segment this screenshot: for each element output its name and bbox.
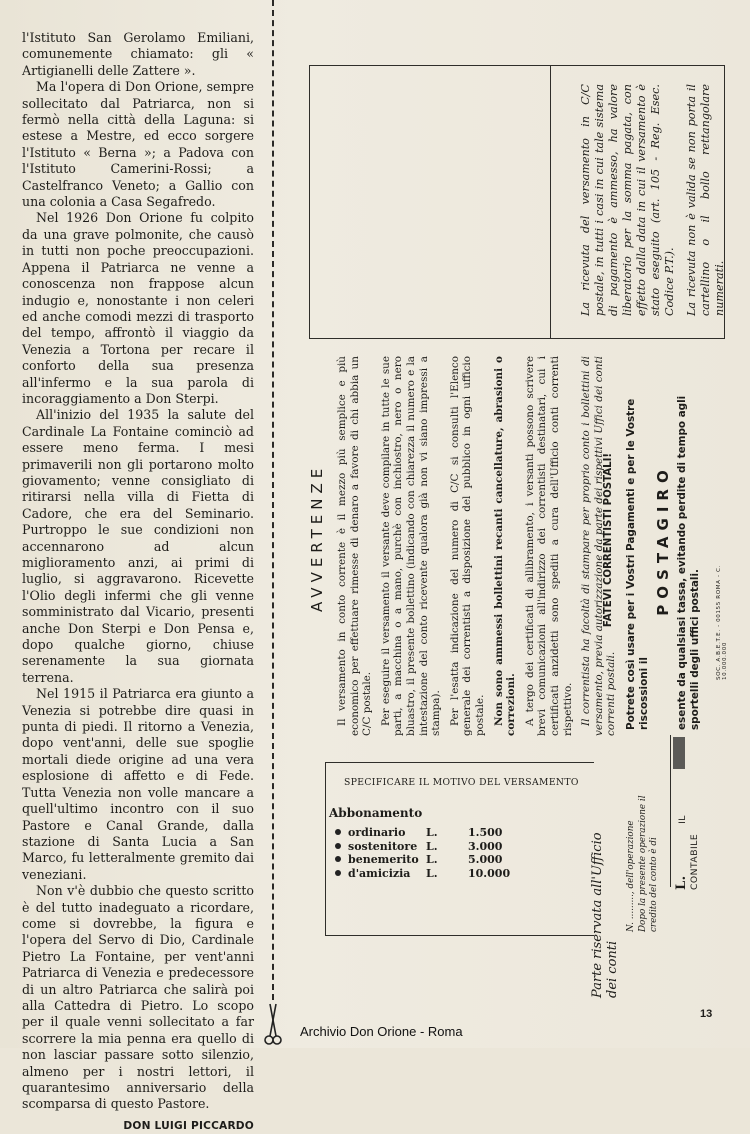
- receipt-note: La ricevuta del versamento in C/C postale, in tutti i casi in cui tale sistema di pagamento è ammesso, ha valore liberatorio per la somma pagata, con effetto dalla data in cui il versamento è stato eseguito (art. 105 - Reg. Esec. Codice P.T.).: [579, 84, 676, 316]
- option-name: ordinario: [348, 826, 406, 839]
- avvertenze-body: [336, 356, 624, 736]
- stamp-mark: [673, 737, 685, 769]
- contabile-label: IL CONTABILE: [677, 815, 700, 890]
- postagiro-title: POSTAGIRO: [654, 464, 672, 616]
- article-paragraph: Nel 1915 il Patriarca era giunto a Venezia si potrebbe dire quasi in punta di piedi. Il ritorno a Venezia, dopo vent'anni, delle sue spoglie mortali diede origine ad una vera esplosione di affetto e di Fede. Tutta Venezia non volle mancare a quell'ultimo incontro con il suo Pastore e Canal Grande, dalla stazione di Santa Lucia a San Marco, fu letteralmente gremito dai veneziani.: [22, 686, 254, 882]
- author-signature: DON LUIGI PICCARDO: [123, 1119, 254, 1132]
- abbonamento-option[interactable]: [338, 826, 508, 840]
- stamp-divider: [670, 735, 671, 887]
- postagiro-text: esente da qualsiasi tassa, evitando perdite di tempo agli sportelli degli uffici postali.: [676, 395, 701, 730]
- option-name: benemerito: [348, 853, 419, 866]
- abbonamento-label: Abbonamento: [329, 806, 423, 820]
- option-name: sostenitore: [348, 839, 418, 853]
- avvertenza-item: Non sono ammessi bollettini recanti cancellature, abrasioni o correzioni.: [492, 356, 518, 736]
- operation-notes: [626, 762, 661, 932]
- article-column: [22, 30, 254, 1134]
- avvertenza-item: Il versamento in conto corrente è il mezzo più semplice e più economico per effettuare rimesse di denaro a favore di chi abbia un C/C postale.: [336, 356, 374, 736]
- article-paragraph: l'Istituto San Gerolamo Emiliani, comunemente chiamato: gli « Artigianelli delle Zattere ».: [22, 30, 254, 78]
- motivo-title: SPECIFICARE IL MOTIVO DEL VERSAMENTO: [344, 777, 579, 788]
- page-number: 13: [700, 1008, 713, 1020]
- archive-label: Archivio Don Orione - Roma: [300, 1024, 463, 1039]
- operation-line: Dopo la presente operazione il: [637, 795, 648, 932]
- option-amount: 5.000: [468, 853, 503, 866]
- bullet-icon: [335, 843, 341, 849]
- office-section-label: Parte riservata all'Ufficio dei conti: [590, 832, 620, 998]
- article-paragraph: Non v'è dubbio che questo scritto è del tutto inadeguato a ricordare, come si dovrebbe, la figura e l'opera del Servo di Dio, Cardinale Pietro La Fontaine, per vent'anni Patriarca di Venezia e predecessore di un altro Patriarca che salirà poi alla Cattedra di Pietro. Lo scopo per il quale venni sollecitato a far scorrere la mia penna era quello di non lasciar passare sotto silenzio, almeno per i nostri lettori, il quarantesimo anniversario della scomparsa di questo Pastore.: [22, 883, 254, 1112]
- avvertenza-item: Per l'esatta indicazione del numero di C/C si consulti l'Elenco generale dei correntisti a disposizione del pubblico in ogni ufficio postale.: [448, 356, 486, 736]
- abbonamento-option[interactable]: [338, 866, 511, 881]
- receipt-box: [309, 65, 725, 339]
- postagiro-text: Potrete così usare per i Vostri Pagamenti e per le Vostre riscossioni il: [625, 398, 650, 730]
- bullet-icon: [335, 856, 341, 862]
- article-paragraph: Nel 1926 Don Orione fu colpito da una grave polmonite, che causò in tutti non poche preoccupazioni. Appena il Patriarca ne venne a conoscenza non frappose alcun indugio e, nonostante i non celeri ed anche comodi mezzi di trasporto del tempo, affrontò il viaggio da Venezia a Tortona per recare il conforto della sua presenza all'infermo e la sua parola di incoraggiamento a Don Sterpi.: [22, 210, 254, 406]
- option-currency: L.: [426, 839, 438, 853]
- cut-line: [272, 0, 274, 1000]
- bullet-icon: [335, 829, 341, 835]
- contabile-field[interactable]: [674, 794, 700, 890]
- postal-form: [290, 40, 730, 1000]
- option-currency: L.: [426, 853, 438, 866]
- abbonamento-option[interactable]: [338, 853, 508, 867]
- option-name: d'amicizia: [348, 866, 411, 880]
- option-amount: 3.000: [468, 839, 503, 853]
- option-amount: 10.000: [468, 866, 511, 880]
- operation-line: credito del conto è di: [649, 837, 659, 932]
- postagiro-heading: FATEVI CORRENTISTI POSTALI!: [603, 452, 614, 628]
- abbonamento-options: [338, 826, 511, 880]
- receipt-note: La ricevuta non è valida se non porta il cartellino o il bollo rettangolare numerati.: [685, 84, 726, 316]
- receipt-notes: [579, 84, 735, 316]
- bullet-icon: [335, 870, 341, 876]
- abbonamento-option[interactable]: [338, 840, 508, 854]
- postagiro-block: [602, 350, 708, 730]
- receipt-note-panel: [550, 66, 725, 338]
- article-paragraph: All'inizio del 1935 la salute del Cardinale La Fontaine cominciò ad essere meno ferma. I mesi primaverili non gli portarono molto giovamento; venne consigliato di ritirarsi nella villa di Fietta di Cadore, che era del Seminario. Purtroppo le sue condizioni non accennarono ad alcun miglioramento anzi, ai primi di luglio, si aggravarono. Ricevette l'Olio degli infermi che gli venne somministrato dal Vicario, presenti anche Don Sterpi e Don Pensa e, dopo qualche giorno, chiuse serenamente la sua giornata terrena.: [22, 407, 254, 685]
- option-amount: 1.500: [468, 826, 503, 839]
- avvertenza-item: Per eseguire il versamento il versante deve compilare in tutte le sue parti, a macchina o a mano, purchè con inchiostro, nero o nero bluastro, il presente bollettino (indicando con chiarezza il numero e la intestazione del conto ricevente qualora già non vi siano impressi a stampa).: [379, 356, 443, 736]
- avvertenza-item: A tergo dei certificati di allibramento, i versanti possono scrivere brevi comunicazioni all'indirizzo dei correntisti destinatari, cui i certificati anzidetti sono spediti a cura dell'Ufficio conti correnti rispettivo.: [523, 356, 574, 736]
- option-currency: L.: [426, 826, 438, 839]
- motivo-box: [325, 762, 594, 936]
- option-currency: L.: [426, 866, 438, 880]
- printer-credit: SOC. A.B.E.T.E. - 00155 ROMA - C. 10.000.000: [716, 565, 728, 680]
- operation-line: N. ........., dell'operazione: [626, 820, 636, 932]
- avvertenza-item: Il correntista ha facoltà di stampare per proprio conto i bollettini di versamento, previa autorizzazione da parte dei rispettivi Uffici dei conti correnti postali.: [580, 356, 618, 736]
- article-paragraph: Ma l'opera di Don Orione, sempre sollecitato dal Patriarca, non si fermò nella città della Laguna: si estese a Mestre, ed ecco sorgere l'Istituto « Berna »; a Padova con l'Istituto Camerini-Rossi; a Castelfranco Veneto; a Gallio con una colonia a Casa Segafredo.: [22, 79, 254, 210]
- avvertenze-title: AVVERTENZE: [308, 463, 326, 612]
- contabile-currency: L.: [674, 875, 689, 890]
- scissors-icon: [262, 1002, 284, 1046]
